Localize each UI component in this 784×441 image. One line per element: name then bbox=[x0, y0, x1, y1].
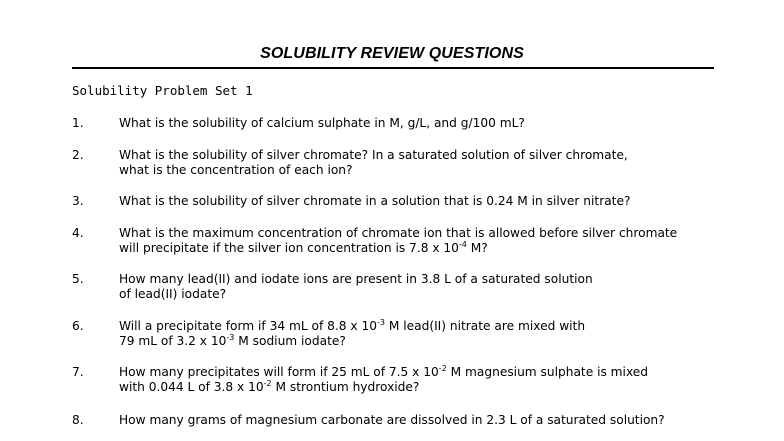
text-segment: How many precipitates will form if 25 mL of 7.5 x 10 bbox=[119, 365, 439, 379]
question-number: 4. bbox=[72, 226, 84, 240]
question-6 bbox=[72, 319, 722, 349]
question-2 bbox=[72, 148, 722, 178]
section-subtitle: Solubility Problem Set 1 bbox=[72, 83, 253, 98]
question-1 bbox=[72, 116, 722, 131]
question-text-line-2 bbox=[119, 334, 722, 349]
question-4 bbox=[72, 226, 722, 256]
question-text-line-2 bbox=[119, 241, 722, 256]
question-number: 2. bbox=[72, 148, 84, 162]
exponent: -2 bbox=[263, 379, 272, 388]
question-5 bbox=[72, 272, 722, 302]
title-divider bbox=[72, 67, 714, 69]
text-segment: M? bbox=[466, 241, 488, 255]
question-number: 6. bbox=[72, 319, 84, 333]
question-text-line-2: of lead(II) iodate? bbox=[119, 287, 227, 301]
exponent: -3 bbox=[376, 318, 385, 327]
question-text: What is the solubility of silver chromate in a solution that is 0.24 M in silver nitrate? bbox=[119, 194, 631, 208]
text-segment: M lead(II) nitrate are mixed with bbox=[384, 319, 586, 333]
question-text-line-1: How many lead(II) and iodate ions are present in 3.8 L of a saturated solution bbox=[119, 272, 593, 286]
exponent: -4 bbox=[458, 240, 467, 249]
question-7 bbox=[72, 365, 722, 395]
exponent: -2 bbox=[438, 364, 447, 373]
text-segment: M strontium hydroxide? bbox=[271, 380, 420, 394]
text-segment: M magnesium sulphate is mixed bbox=[446, 365, 649, 379]
text-segment: Will a precipitate form if 34 mL of 8.8 x 10 bbox=[119, 319, 377, 333]
text-segment: M sodium iodate? bbox=[234, 334, 346, 348]
text-segment: with 0.044 L of 3.8 x 10 bbox=[119, 380, 264, 394]
text-segment: will precipitate if the silver ion concentration is 7.8 x 10 bbox=[119, 241, 459, 255]
question-text-line-1 bbox=[119, 319, 722, 334]
question-number: 7. bbox=[72, 365, 84, 379]
question-number: 1. bbox=[72, 116, 84, 130]
question-number: 8. bbox=[72, 413, 84, 427]
exponent: -3 bbox=[226, 333, 235, 342]
question-text-line-2 bbox=[119, 380, 722, 395]
question-3 bbox=[72, 194, 722, 209]
question-number: 3. bbox=[72, 194, 84, 208]
question-text: What is the solubility of calcium sulphate in M, g/L, and g/100 mL? bbox=[119, 116, 525, 130]
question-text-line-1: What is the maximum concentration of chromate ion that is allowed before silver chromate bbox=[119, 226, 678, 240]
question-text-line-1 bbox=[119, 365, 722, 380]
question-text-line-2: what is the concentration of each ion? bbox=[119, 163, 353, 177]
text-segment: 79 mL of 3.2 x 10 bbox=[119, 334, 227, 348]
question-8 bbox=[72, 413, 722, 428]
question-text-line-1: What is the solubility of silver chromate? In a saturated solution of silver chromate, bbox=[119, 148, 628, 162]
question-number: 5. bbox=[72, 272, 84, 286]
page-title: SOLUBILITY REVIEW QUESTIONS bbox=[260, 45, 524, 62]
question-text: How many grams of magnesium carbonate are dissolved in 2.3 L of a saturated solution? bbox=[119, 413, 665, 427]
